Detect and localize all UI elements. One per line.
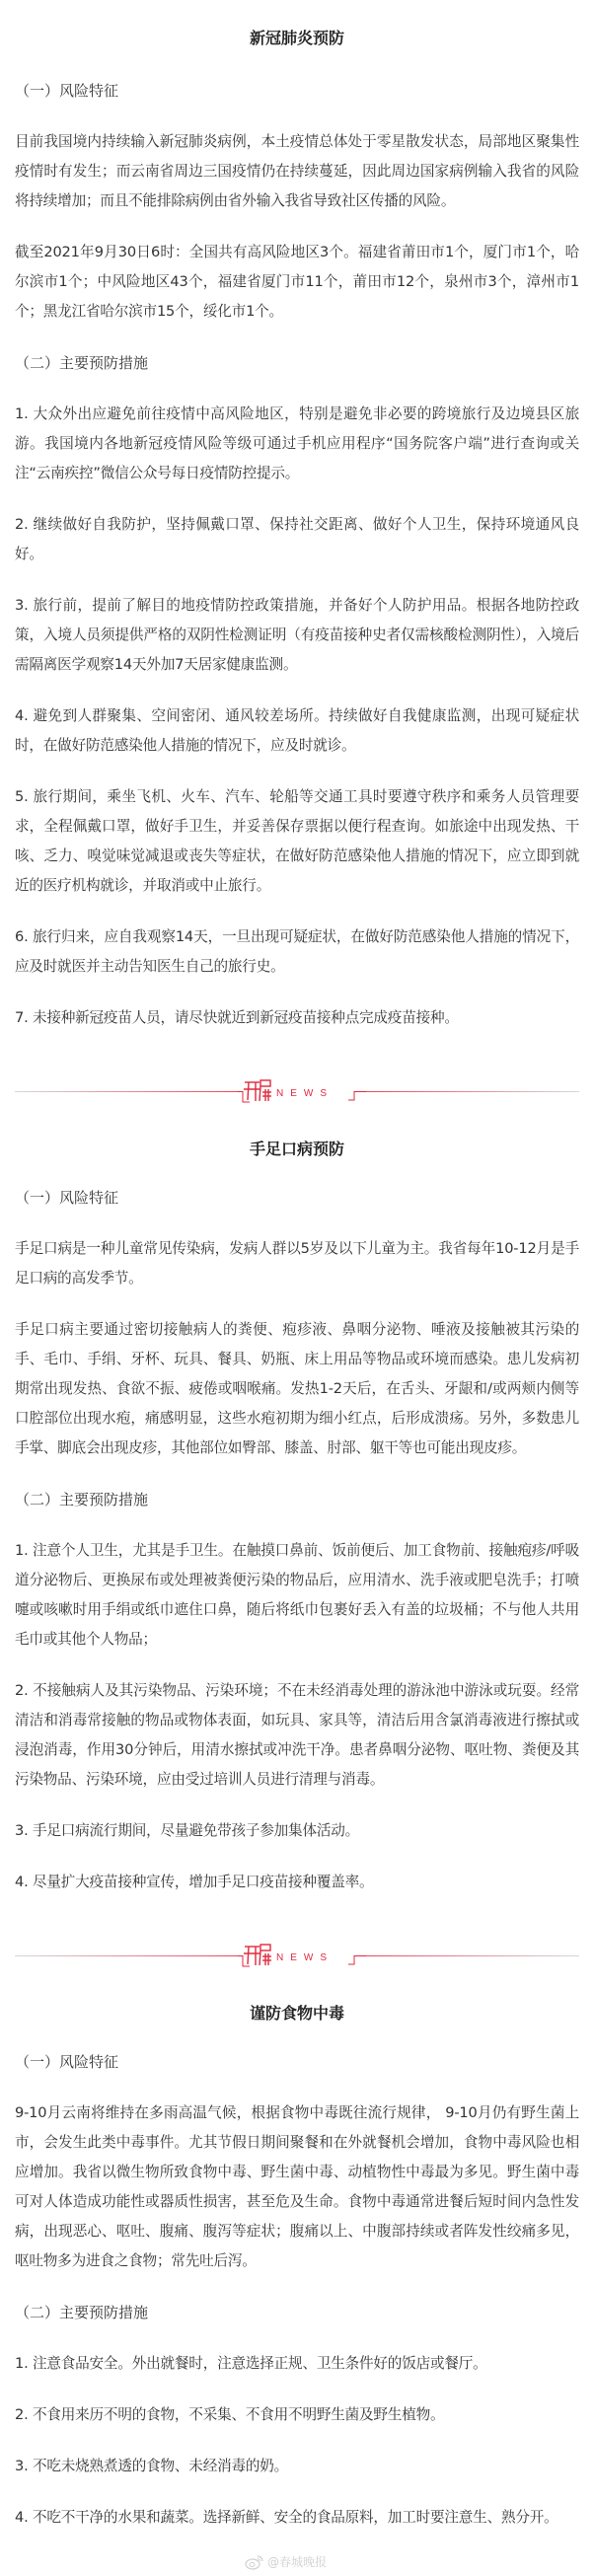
measure-item: 6. 旅行归来，应自我观察14天，一旦出现可疑症状，在做好防范感染他人措施的情况下，应及时就医并主动告知医生自己的旅行史。 [15,928,579,975]
section-title: 谨防食物中毒 [249,2004,344,2023]
measure-item: 2. 不食用来历不明的食物，不采集、不食用不明野生菌及野生植物。 [15,2406,445,2423]
section-covid [15,0,579,1033]
measure-item: 3. 不吃未烧熟煮透的食物、未经消毒的奶。 [15,2458,289,2474]
risk-paragraph: 9-10月云南将维持在多雨高温气候，根据食物中毒既往流行规律， 9-10月仍有野生菌上市，会发生此类中毒事件。尤其节假日期间聚餐和在外就餐机会增加，食物中毒风险也相应增加。我省以微生物所致食物中毒、野生菌中毒、动植物性中毒最为多见。野生菌中毒可对人体造成功能性或器质性损害，甚至危及生命。食物中毒通常进餐后短时间内急性发病，出现恶心、呕吐、腹痛、腹泻等症状；腹痛以上、中腹部持续或者阵发性绞痛多见，呕吐物多为进食之食物；常先吐后泻。 [15,2104,579,2269]
weibo-icon [245,2554,264,2570]
watermark-text: @春城晚报 [267,2555,328,2569]
watermark [245,2553,327,2570]
measure-item: 5. 旅行期间，乘坐飞机、火车、汽车、轮船等交通工具时要遵守秩序和乘务人员管理要求，全程佩戴口罩，做好手卫生，并妥善保存票据以便行程查询。如旅途中出现发热、干咳、乏力、嗅觉味觉减退或丧失等症状，在做好防范感染他人措施的情况下，应立即到就近的医疗机构就诊，并取消或中止旅行。 [15,788,579,894]
measures-heading: （二）主要预防措施 [15,2304,149,2321]
section-hfmd [15,1114,579,1897]
measure-item: 1. 注意个人卫生，尤其是手卫生。在触摸口鼻前、饭前便后、加工食物前、接触疱疹/呼吸道分泌物后、更换尿布或处理被粪便污染的物品后，应用清水、洗手液或肥皂洗手；打喷嚏或咳嗽时用手绢或纸巾遮住口鼻，随后将纸巾包裹好丢入有盖的垃圾桶；不与他人共用毛巾或其他个人物品； [15,1542,579,1648]
measure-item: 2. 不接触病人及其污染物品、污染环境；不在未经消毒处理的游泳池中游泳或玩耍。经常清洁和消毒常接触的物品或物体表面，如玩具、家具等，清洁后用含氯消毒液进行擦拭或浸泡消毒，作用30分钟后，用清水擦拭或冲洗干净。患者鼻咽分泌物、呕吐物、粪便及其污染物品、污染环境，应由受过培训人员进行清理与消毒。 [15,1682,579,1788]
measures-heading: （二）主要预防措施 [15,1491,149,1509]
measure-item: 2. 继续做好自我防护，坚持佩戴口罩、保持社交距离、做好个人卫生，保持环境通风良好。 [15,516,579,562]
risk-paragraph: 截至2021年9月30日6时：全国共有高风险地区3个。福建省莆田市1个，厦门市1个，哈尔滨市1个；中风险地区43个，福建省厦门市11个，莆田市12个，泉州市3个，漳州市1个；黑龙江省哈尔滨市15个，绥化市1个。 [15,244,579,320]
measure-item: 3. 旅行前，提前了解目的地疫情防控政策措施，并备好个人防护用品。根据各地防控政策，入境人员须提供严格的双阴性检测证明（有疫苗接种史者仅需核酸检测阴性），入境后需隔离医学观察14天外加7天居家健康监测。 [15,597,579,673]
measures-heading: （二）主要预防措施 [15,354,149,372]
divider-line-right [366,1955,579,1956]
risk-paragraph: 目前我国境内持续输入新冠肺炎病例，本土疫情总体处于零星散发状态，局部地区聚集性疫情时有发生；而云南省周边三国疫情仍在持续蔓延，因此周边国家病例输入我省的风险将持续增加；而且不能排除病例由省外输入我省导致社区传播的风险。 [15,133,579,209]
news-divider [15,1074,579,1114]
risk-heading: （一）风险特征 [15,1189,119,1207]
measure-item: 1. 大众外出应避免前往疫情中高风险地区，特别是避免非必要的跨境旅行及边境县区旅游。我国境内各地新冠疫情风险等级可通过手机应用程序“国务院客户端”进行查询或关注“云南疾控”微信公众号每日疫情防控提示。 [15,405,579,481]
news-label: NEWS [276,1088,334,1099]
measure-item: 4. 避免到人群聚集、空间密闭、通风较差场所。持续做好自我健康监测，出现可疑症状时，在做好防范感染他人措施的情况下，应及时就诊。 [15,707,579,754]
risk-heading: （一）风险特征 [15,2053,119,2071]
section-title: 手足口病预防 [249,1140,344,1158]
risk-heading: （一）风险特征 [15,82,119,100]
divider-line-right [366,1091,579,1092]
measure-item: 3. 手足口病流行期间，尽量避免带孩子参加集体活动。 [15,1822,360,1839]
section-title: 新冠肺炎预防 [249,29,344,47]
divider-line-left [15,1955,238,1956]
measure-item: 4. 尽量扩大疫苗接种宣传，增加手足口疫苗接种覆盖率。 [15,1874,374,1890]
measure-item: 1. 注意食品安全。外出就餐时，注意选择正规、卫生条件好的饭店或餐厅。 [15,2355,487,2372]
measure-item: 4. 不吃不干净的水果和蔬菜。选择新鲜、安全的食品原料，加工时要注意生、熟分开。 [15,2509,558,2526]
risk-paragraph: 手足口病主要通过密切接触病人的粪便、疱疹液、鼻咽分泌物、唾液及接触被其污染的手、毛巾、手绢、牙杯、玩具、餐具、奶瓶、床上用品等物品或环境而感染。患儿发病初期常出现发热、食欲不振、疲倦或咽喉痛。发热1-2天后，在舌头、牙龈和/或两颊内侧等口腔部位出现水疱，痛感明显，这些水疱初期为细小红点，后形成溃疡。另外，多数患儿手掌、脚底会出现皮疹，其他部位如臀部、膝盖、肘部、躯干等也可能出现皮疹。 [15,1321,579,1456]
risk-paragraph: 手足口病是一种儿童常见传染病，发病人群以5岁及以下儿童为主。我省每年10-12月是手足口病的高发季节。 [15,1240,579,1287]
news-label: NEWS [276,1952,334,1963]
news-divider [15,1939,579,1978]
measure-item: 7. 未接种新冠疫苗人员，请尽快就近到新冠疫苗接种点完成疫苗接种。 [15,1009,459,1026]
section-food-poisoning [15,1978,579,2533]
divider-line-left [15,1091,238,1092]
